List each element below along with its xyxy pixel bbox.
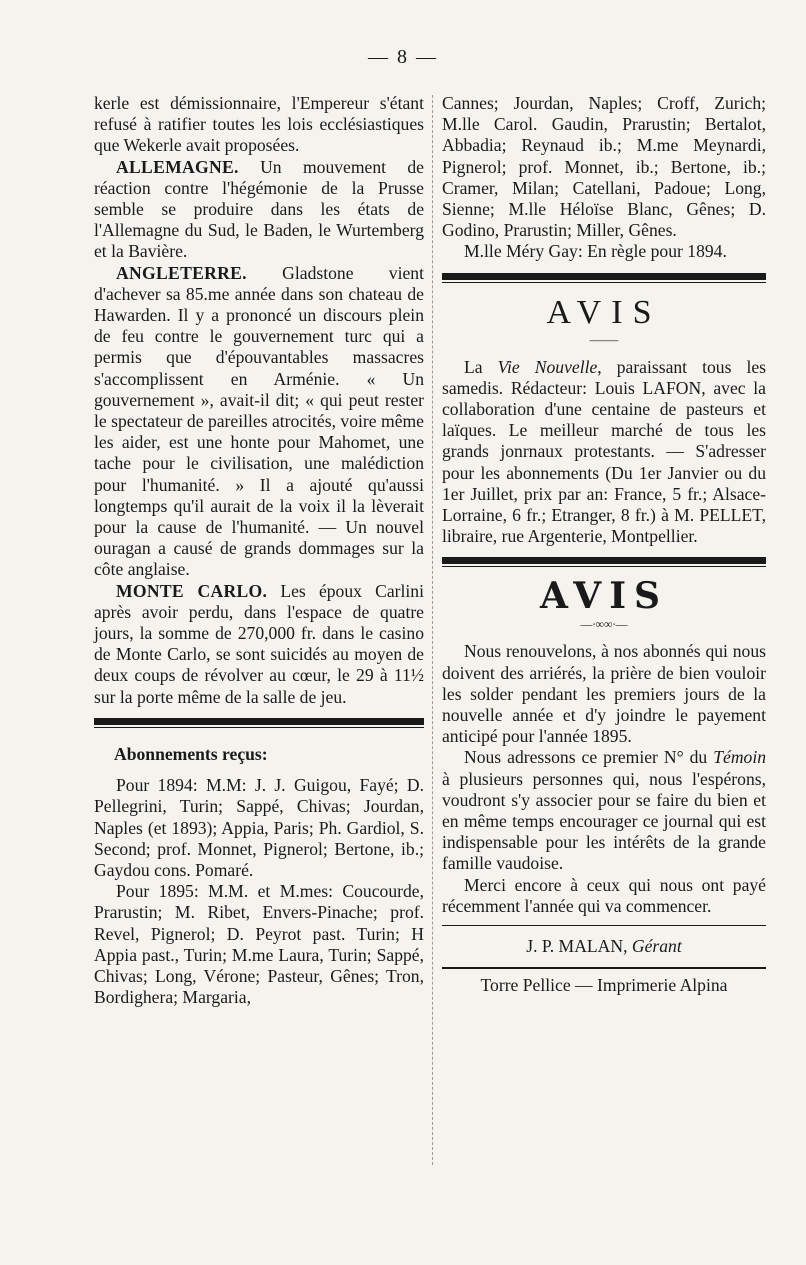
page-number: — 8 — — [368, 46, 438, 68]
avis-rule-thin — [442, 282, 766, 283]
section-rule-thick — [94, 718, 424, 725]
avis-premier-numero — [442, 747, 766, 874]
avis-renouvellement: Nous renouvelons, à nos abonnés qui nous doivent des arriérés, la prière de bien vouloir les solder pendant les premiers jours de la nouvelle année et d'y joindre le payement anticipé pour l'année 1895. — [442, 641, 766, 747]
angleterre-text: Gladstone vient d'achever sa 85.me année dans son chateau de Hawarden. Il y a prononcé un discours plein de feu contre le gouvernement turc qui a permis que d'épouvantables massacres s'accomplissent en Arménie. « Un gouvernement », avait-il dit; « qui peut rester le spectateur de pareilles atrocités, voire même les aider, est une honte pour Mahomet, une tache pour le civilisation, une malédiction pour l'humanité. » Il a ajouté qu'aussi longtemps qu'il aurait de la voix il la lèverait pour la cause de l'humanité. — Un nouvel ouragan a causé de grands dommages sur la côte anglaise. — [94, 262, 424, 580]
avis-ornament-1: ⸻ — [589, 332, 619, 347]
avis-title-2: AVIS — [539, 575, 669, 618]
signature-rule-bottom — [442, 967, 766, 969]
right-column — [442, 93, 766, 997]
abonnement-note: M.lle Méry Gay: En règle pour 1894. — [464, 241, 727, 262]
avis-merci: Merci encore à ceux qui nous ont payé récemment l'année qui va commencer. — [442, 874, 766, 916]
avis2-rule-thick — [442, 557, 766, 564]
column-divider — [432, 95, 433, 1165]
avis-rule-thick — [442, 273, 766, 280]
signature — [442, 936, 766, 957]
article-monte-carlo — [94, 581, 424, 708]
article-angleterre — [94, 263, 424, 581]
left-column — [94, 93, 424, 1008]
avis2-rule-thin — [442, 566, 766, 567]
abonnements-continued: Cannes; Jourdan, Naples; Croff, Zurich; M.lle Carol. Gaudin, Prarustin; Bertalot, Abbadia; Reynaud ib.; M.me Meynardi, Pignerol; prof. Monnet, ib.; Bertone, ib.; Cramer, Milan; Catellani, Padoue; Long, Sienne; M.lle Héloïse Blanc, Gênes; D. Godino, Prarustin; Miller, Gênes. — [442, 93, 766, 241]
signature-name: J. P. MALAN, — [526, 936, 628, 957]
angleterre-heading: ANGLETERRE. — [116, 262, 247, 283]
allemagne-heading: ALLEMAGNE. — [116, 156, 239, 177]
abonnements-1894: Pour 1894: M.M: J. J. Guigou, Fayé; D. Pellegrini, Turin; Sappé, Chivas; Jourdan, Naples (et 1893); Appia, Paris; Ph. Gardiol, S. Second; prof. Monnet, Pignerol; Bertone, ib.; Gaydou cons. Pomaré. — [94, 775, 424, 880]
avis-title-1: AVIS — [546, 293, 662, 331]
monte-carlo-text: Les époux Carlini après avoir perdu, dans l'espace de quatre jours, la somme de 270,000 fr. dans le casino de Monte Carlo, se sont suicidés au moyen de deux coups de révolver au cœur, le 29 à 11½ sur la porte même de la salle de jeu. — [94, 580, 424, 707]
avis1-journal-name: Vie Nouvelle — [497, 356, 598, 377]
allemagne-text: Un mouvement de réaction contre l'hégémonie de la Prusse semble se produire dans les états de l'Allemagne du Sud, le Baden, le Wurtemberg et la Bavière. — [94, 156, 424, 262]
avis1-text-a: La — [464, 356, 498, 377]
article-austria-tail: kerle est démissionnaire, l'Empereur s'étant refusé à ratifier toutes les lois ecclésiastiques que Wekerle avait proposées. — [94, 93, 424, 156]
avis2-text-b: à plusieurs personnes qui, nous l'espérons, voudront s'y associer pour se faire du bien et en même temps encourager ce journal qui est indispensable pour les intérêts de la grande famille vaudoise. — [442, 768, 766, 874]
signature-role: Gérant — [627, 936, 682, 957]
avis-vie-nouvelle — [442, 357, 766, 548]
avis-ornament-2: —∙∞∞∙— — [580, 617, 628, 632]
avis1-text-b: , paraissant tous les samedis. Rédacteur: Louis LAFON, avec la collaboration d'une centaine de pasteurs et laïques. Le meilleur marché de tous les grands jonrnaux protestants. — S'adresser pour les abonnements (Du 1er Janvier ou du 1er Juillet, prix par an: France, 5 fr.; Alsace-Lorraine, 6 fr.; Etranger, 8 fr.) à M. PELLET, libraire, rue Argenterie, Montpellier. — [442, 356, 766, 547]
monte-carlo-heading: MONTE CARLO. — [116, 580, 268, 601]
section-rule-thin — [94, 727, 424, 728]
article-allemagne — [94, 157, 424, 263]
abonnements-1895: Pour 1895: M.M. et M.mes: Coucourde, Prarustin; M. Ribet, Envers-Pinache; prof. Revel, Pignerol; D. Peyrot past. Turin; H Appia past., Turin; M.me Laura, Turin; Sappé, Chivas; Long, Vérone; Pasteur, Gênes; Tron, Bordighera; Margaria, — [94, 881, 424, 1008]
avis2-journal-name: Témoin — [713, 747, 766, 768]
signature-rule-top — [442, 925, 766, 926]
abonnements-heading: Abonnements reçus: — [114, 743, 268, 764]
imprint: Torre Pellice — Imprimerie Alpina — [480, 975, 728, 996]
avis2-text-a: Nous adressons ce premier N° du — [464, 747, 714, 768]
